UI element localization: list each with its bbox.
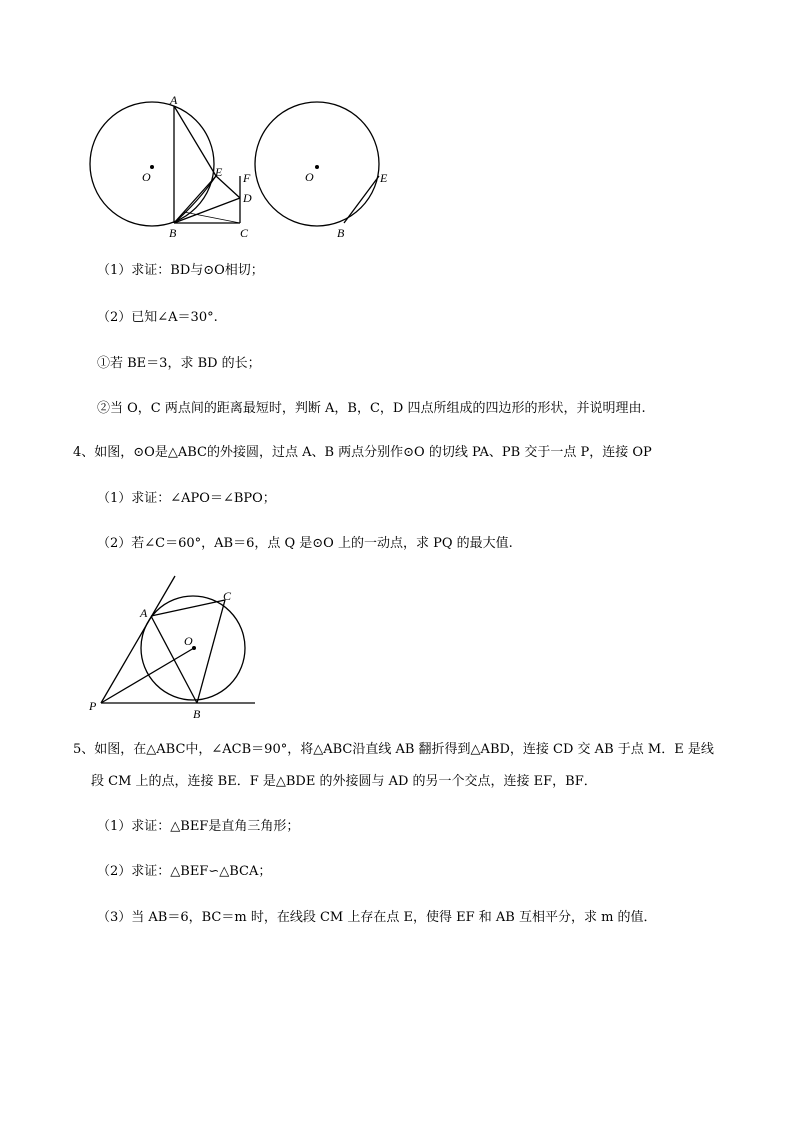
q3-part2: （2）已知∠A＝30°. [97, 310, 218, 325]
label-o: O [184, 634, 193, 648]
segment-be [174, 176, 216, 223]
q4-stem: 4、如图，⊙O是△ABC的外接圆，过点 A、B 两点分别作⊙O 的切线 PA、PB 交于一点 P，连接 OP [73, 445, 652, 460]
q5-stem-line2: 段 CM 上的点，连接 BE．F 是△BDE 的外接圆与 AD 的另一个交点，连接 EF，BF． [91, 774, 597, 789]
q5-part3: （3）当 AB＝6，BC＝m 时，在线段 CM 上存在点 E，使得 EF 和 AB 互相平分，求 m 的值． [97, 910, 657, 925]
segment-po [101, 648, 194, 703]
label-o: O [142, 170, 151, 184]
label-p: P [89, 699, 97, 713]
label-b: B [169, 226, 177, 240]
segment-bd [174, 198, 240, 223]
q3-sub2: ②当 O，C 两点间的距离最短时，判断 A，B，C，D 四点所组成的四边形的形状，并说明理由. [97, 401, 646, 416]
label-e2: E [380, 171, 388, 185]
figure-q3-svg [80, 92, 400, 242]
q3-part1: （1）求证：BD与⊙O相切； [97, 263, 264, 278]
q5-part2: （2）求证：△BEF∽△BCA； [97, 864, 272, 879]
right-center-dot [315, 165, 319, 169]
q5-part1: （1）求证：△BEF是直角三角形； [97, 819, 300, 834]
q4-part2: （2）若∠C＝60°，AB＝6，点 Q 是⊙O 上的一动点，求 PQ 的最大值. [97, 536, 513, 551]
label-f: F [243, 171, 251, 185]
chord-be [344, 176, 379, 223]
label-e: E [215, 165, 223, 179]
left-circle [90, 102, 214, 226]
label-b2: B [337, 226, 345, 240]
q5-stem-line1: 5、如图，在△ABC中，∠ACB＝90°，将△ABC沿直线 AB 翻折得到△ABD，连接 CD 交 AB 于点 M．E 是线 [73, 742, 714, 757]
figure-q3 [80, 92, 400, 242]
segment-cb [197, 600, 225, 703]
label-d: D [243, 191, 252, 205]
label-b: B [193, 707, 201, 720]
right-circle [255, 102, 379, 226]
label-c: C [240, 226, 249, 240]
segment-aux [184, 212, 240, 223]
figure-q4-svg [85, 572, 265, 720]
figure-q4 [85, 572, 265, 720]
label-a: A [170, 93, 178, 107]
q4-part1: （1）求证：∠APO＝∠BPO； [97, 491, 276, 506]
label-o2: O [305, 170, 314, 184]
q3-sub1: ①若 BE＝3，求 BD 的长； [97, 356, 261, 371]
segment-ac [151, 600, 225, 616]
left-center-dot [150, 165, 154, 169]
segment-ed [216, 176, 240, 198]
label-a: A [140, 606, 148, 620]
label-c: C [223, 589, 232, 603]
